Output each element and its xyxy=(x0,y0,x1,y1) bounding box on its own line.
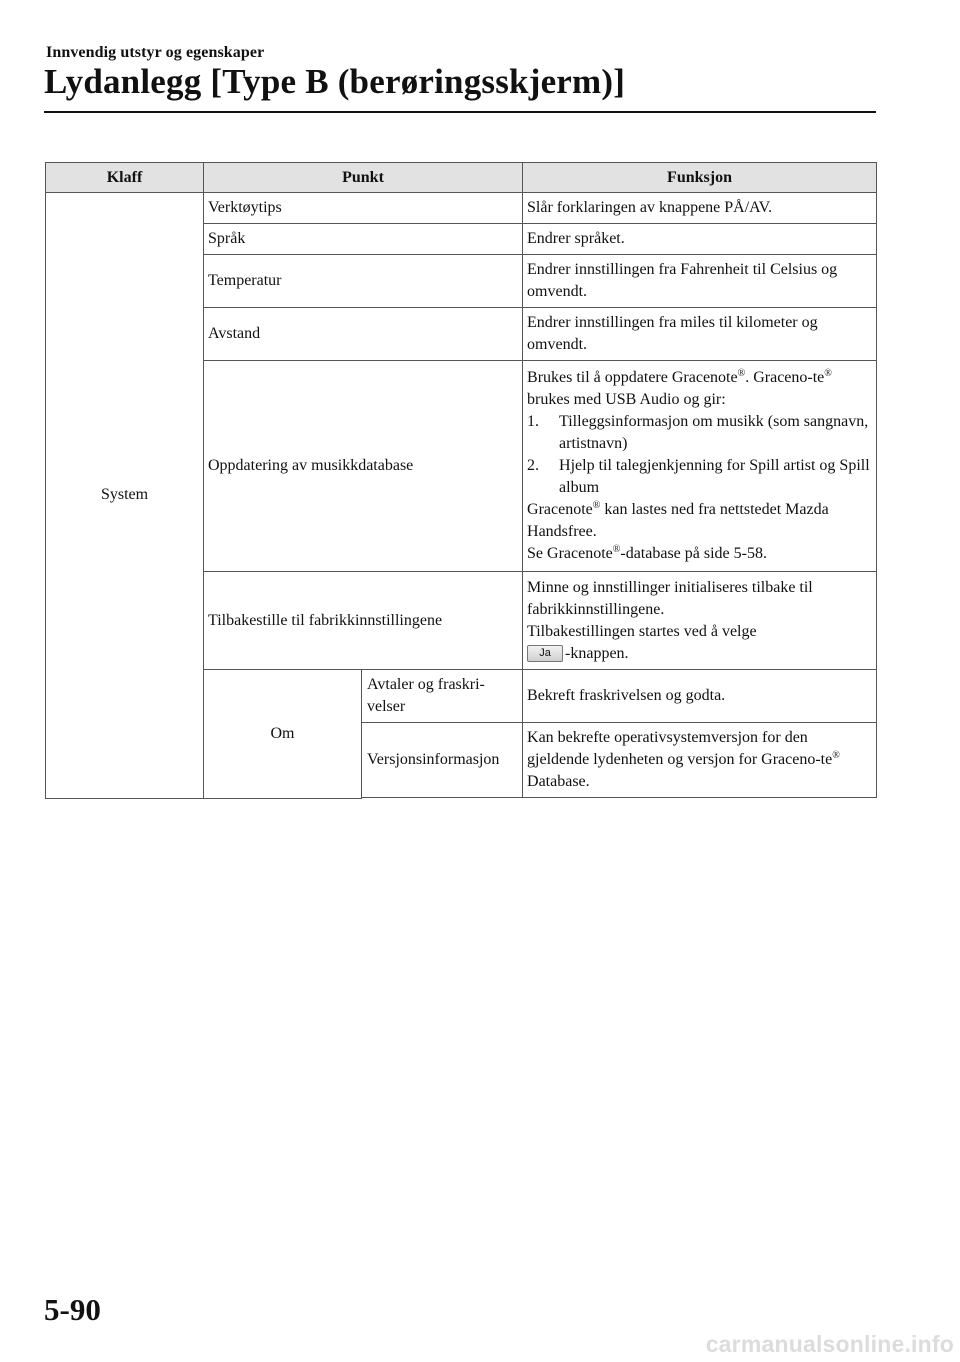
func-factory-reset xyxy=(523,572,877,670)
ja-button-icon: Ja xyxy=(527,645,563,662)
column-header-punkt: Punkt xyxy=(204,163,523,193)
func-version-info: Kan bekrefte operativsystemversjon for den gjeldende lydenheten og versjon for Graceno-te® Database. xyxy=(523,723,877,798)
paragraph: Brukes til å oppdatere Gracenote®. Graceno-te® brukes med USB Audio og gir: xyxy=(527,368,832,408)
paragraph: Se Gracenote®-database på side 5-58. xyxy=(527,544,767,562)
list-item: 2. Hjelp til talegjenkjenning for Spill artist og Spill album xyxy=(527,457,870,496)
subitem-version-info: Versjonsinformasjon xyxy=(362,723,523,798)
func-distance: Endrer innstillingen fra miles til kilometer og omvendt. xyxy=(523,308,877,361)
paragraph: Minne og innstillinger initialiseres tilbake til fabrikkinnstillingene. xyxy=(527,578,813,618)
section-label: Innvendig utstyr og egenskaper xyxy=(46,44,265,61)
table-row xyxy=(46,193,877,224)
func-temperature: Endrer innstillingen fra Fahrenheit til Celsius og omvendt. xyxy=(523,255,877,308)
settings-table xyxy=(45,162,877,799)
item-factory-reset: Tilbakestille til fabrikkinnstillingene xyxy=(204,572,523,670)
subitem-agreements: Avtaler og fraskri-velser xyxy=(362,670,523,723)
func-agreements: Bekreft fraskrivelsen og godta. xyxy=(523,670,877,723)
paragraph: Gracenote® kan lastes ned fra nettstedet Mazda Handsfree. xyxy=(527,500,829,540)
item-language: Språk xyxy=(204,224,523,255)
item-distance: Avstand xyxy=(204,308,523,361)
title-divider xyxy=(44,111,876,113)
func-tooltips: Slår forklaringen av knappene PÅ/AV. xyxy=(523,193,877,224)
paragraph: Tilbakestillingen startes ved å velge xyxy=(527,622,757,640)
paragraph: Ja -knappen. xyxy=(527,643,870,665)
page-title: Lydanlegg [Type B (berøringsskjerm)] xyxy=(44,62,626,101)
item-temperature: Temperatur xyxy=(204,255,523,308)
item-tooltips: Verktøytips xyxy=(204,193,523,224)
table-header-row xyxy=(46,163,877,193)
column-header-funksjon: Funksjon xyxy=(523,163,877,193)
func-language: Endrer språket. xyxy=(523,224,877,255)
item-about: Om xyxy=(204,670,362,799)
page-number: 5-90 xyxy=(44,1292,101,1327)
column-header-klaff: Klaff xyxy=(46,163,204,193)
list-item: 1. Tilleggsinformasjon om musikk (som sangnavn, artistnavn) xyxy=(527,413,869,452)
tab-cell-system: System xyxy=(46,193,204,799)
item-music-database: Oppdatering av musikkdatabase xyxy=(204,361,523,572)
watermark: carmanualsonline.info xyxy=(705,1331,954,1357)
func-music-database xyxy=(523,361,877,572)
